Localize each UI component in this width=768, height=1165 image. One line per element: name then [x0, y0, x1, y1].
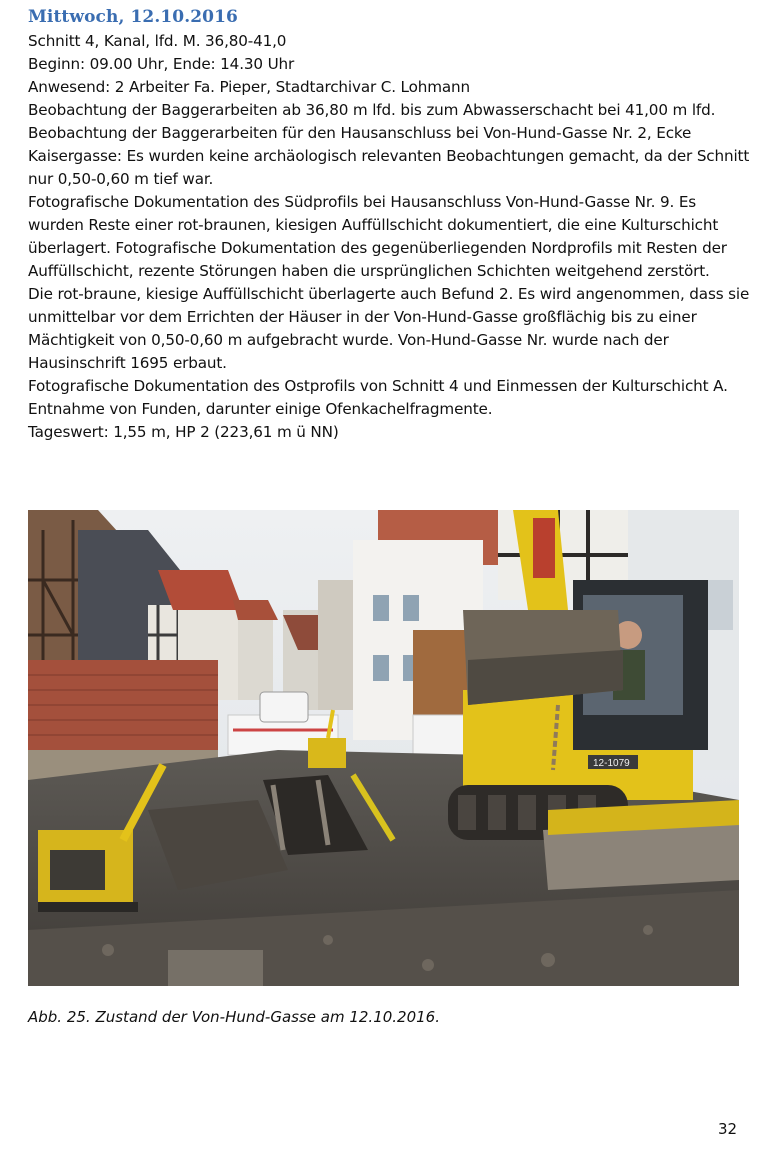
- daily-value-line: Tageswert: 1,55 m, HP 2 (223,61 m ü NN): [28, 423, 339, 441]
- figure-caption: Abb. 25. Zustand der Von-Hund-Gasse am 12.10.2016.: [28, 1008, 440, 1026]
- documentation-paragraph: Fotografische Dokumentation des Ostprofils von Schnitt 4 und Einmessen der Kulturschicht A. Entnahme von Funden, darunter einige Ofenkachelfragmente.: [28, 377, 728, 418]
- time-line: Beginn: 09.00 Uhr, Ende: 14.30 Uhr: [28, 55, 295, 73]
- section-line: Schnitt 4, Kanal, lfd. M. 36,80-41,0: [28, 32, 287, 50]
- observation-paragraph: Beobachtung der Baggerarbeiten ab 36,80 m lfd. bis zum Abwasserschacht bei 41,00 m lfd.: [28, 101, 716, 119]
- interpretation-paragraph: Die rot-braune, kiesige Auffüllschicht überlagerte auch Befund 2. Es wird angenommen, dass sie unmittelbar vor dem Errichten der Häuser in der Von-Hund-Gasse großflächig bis zu einer Mächtigkeit von 0,50-0,60 m aufgebracht wurde. Von-Hund-Gasse Nr. wurde nach der Hausinschrift 1695 erbaut.: [28, 285, 750, 372]
- page-number: 32: [718, 1120, 738, 1138]
- excavation-photo: [28, 510, 739, 986]
- documentation-paragraph: Fotografische Dokumentation des Südprofils bei Hausanschluss Von-Hund-Gasse Nr. 9. Es wurden Reste einer rot-braunen, kiesigen Auffüllschicht dokumentiert, die eine Kulturschicht überlagert. Fotografische Dokumentation des gegenüberliegenden Nordprofils mit Resten der Auffüllschicht, rezente Störungen haben die ursprünglichen Schichten weitgehend zerstört.: [28, 193, 727, 280]
- date-heading: Mittwoch, 12.10.2016: [28, 7, 238, 27]
- report-body: [28, 30, 753, 444]
- attendees-line: Anwesend: 2 Arbeiter Fa. Pieper, Stadtarchivar C. Lohmann: [28, 78, 470, 96]
- observation-paragraph: Beobachtung der Baggerarbeiten für den Hausanschluss bei Von-Hund-Gasse Nr. 2, Ecke Kaisergasse: Es wurden keine archäologisch relevanten Beobachtungen gemacht, da der Schnitt nur 0,50-0,60 m tief war.: [28, 124, 750, 188]
- street-excavation-illustration: [28, 510, 739, 986]
- excavator-number: 12-1079: [593, 758, 630, 769]
